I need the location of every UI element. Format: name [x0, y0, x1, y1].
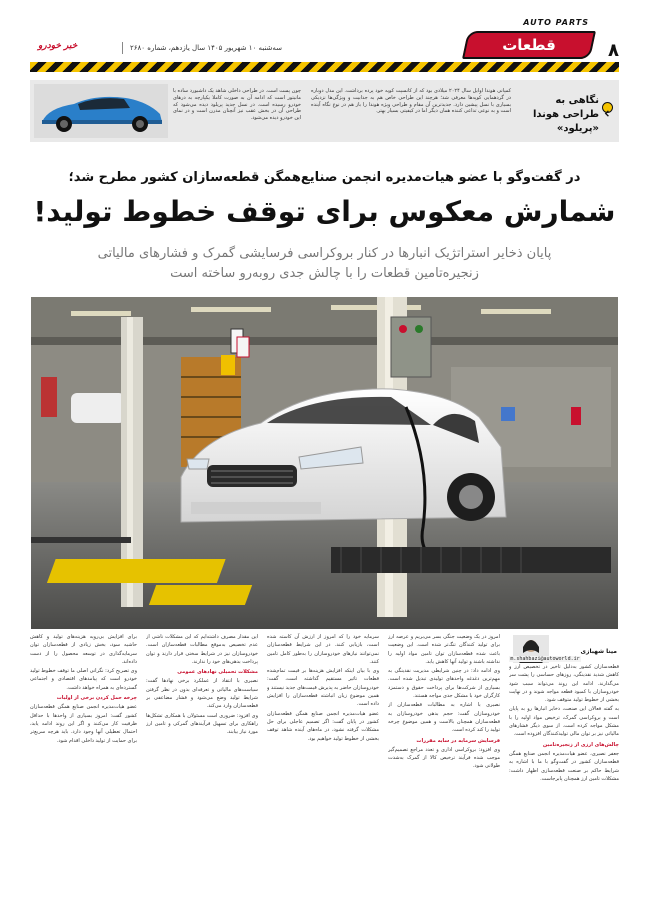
paragraph: وی با بیان اینکه افزایش هزینه‌ها بر قیمت تمام‌شده قطعات تاثیر مستقیم گذاشته است، گفت: خودروسازان حاضر به پذیرش قیمت‌های جدید نیستند و همین موضوع زیان انباشته قطعه‌سازان را افزایش داده است. [267, 668, 379, 708]
paragraph: نصیری با اشاره به مطالبات قطعه‌سازان از خودروسازان گفت: حجم بدهی خودروسازان به قطعه‌سازان همچنان بالاست و همین موضوع چرخه تولید را کند کرده است. [388, 702, 500, 734]
teaser-title[interactable]: نگاهی به طراحی هوندا «پریلود» [532, 95, 599, 134]
teaser-text-right: کمپانی هوندا اوایل سال ۲۰۲۴ میلادی بود که از کانسپت کوپه خود پرده برداشت. این مدل دوباره در گردهمایی کوپه‌ها معرفی شد؛ هرچند این طراحی خاص هم به جذابیت و ویژگی‌ها نزدیکی بسیاری با نسل پیشین دارد. جدیدترین آن مقام و طراحی ویژه هوندا را باز هم در نوع نگاه آینده است و به نوعی تداعی کننده همان دیگر اما در کیفیتی بسیار بهتر. [311, 88, 511, 115]
page-number: ۸ [608, 40, 619, 61]
article-column-1 [509, 663, 619, 895]
article-column-2 [388, 633, 500, 895]
header-divider [122, 42, 123, 54]
page-header [0, 0, 649, 78]
paragraph: عضو هیات‌مدیره انجمن صنایع همگن قطعه‌سازان کشور گفت: امروز بسیاری از واحدها با حداقل ظرفیت کار می‌کنند و اگر این روند ادامه یابد، احتمال تعطیلی آنها وجود دارد. باید هرچه سریع‌تر برای حمایت از تولید داخلی اقدام شود. [30, 704, 137, 744]
author-email[interactable]: m.shahbazi@autoworld.ir [510, 656, 580, 662]
author-box [509, 633, 619, 663]
paragraph: جعفر نصیری، عضو هیات‌مدیره انجمن صنایع همگن قطعه‌سازان کشور در گفت‌وگو با ما با اشاره به شرایط حاکم بر صنعت قطعه‌سازی اظهار داشت: مشکلات تامین ارز همچنان پابرجاست. [509, 750, 619, 782]
issue-line: سه‌شنبه ۱۰ شهریور ۱۴۰۵ سال یازدهم، شماره ۲۶۸۰ [130, 44, 282, 52]
teaser-car-image [34, 84, 168, 138]
paragraph: قطعه‌سازان کشور به‌دلیل تاخیر در تخصیص ارز و کاهش شدید نقدینگی، روزهای حساسی را پشت سر می‌گذارند. ادامه این روند می‌تواند سبب شود خودروسازان با کمبود قطعه مواجه شوند و در نهایت بخشی از خطوط تولید متوقف شود. [509, 664, 619, 704]
paragraph: به گفته فعالان این صنعت، ذخایر انبارها رو به پایان است و بروکراسی گمرک، ترخیص مواد اولیه را با مشکل مواجه کرده است. از سوی دیگر فشارهای مالیاتی نیز بر توان مالی تولیدکنندگان افزوده است. [509, 706, 619, 738]
subheadline-1: پایان ذخایر استراتژیک انبارها در کنار بروکراسی فرسایشی گمرک و فشارهای مالیاتی [97, 246, 552, 261]
paragraph: امروز در یک وضعیت جنگی بسر می‌بریم و عرصه ارز برای تولید کنندگان تنگ‌تر شده است. این وضعیت باعث شده قطعه‌سازان توان تامین مواد اولیه را نداشته باشند و تولید آنها کاهش یابد. [388, 634, 500, 665]
column-subheading: فرسایش سرمایه در سایه مقررات [416, 737, 500, 744]
article-column-4 [146, 633, 258, 895]
paragraph: وی تصریح کرد: نگرانی اصلی ما توقف خطوط تولید خودرو است که پیامدهای اقتصادی و اجتماعی گسترده‌ای به همراه خواهد داشت. [30, 668, 137, 691]
paragraph: نصیری با انتقاد از عملکرد برخی نهادها گفت: سیاست‌های مالیاتی و تعرفه‌ای بدون در نظر گرفتن شرایط تولید وضع می‌شود و فشار مضاعفی بر قطعه‌سازان وارد می‌کند. [146, 678, 258, 710]
section-title: قطعات [502, 36, 556, 54]
paragraph: برای افزایش بی‌رویه هزینه‌های تولید و کاهش حاشیه سود، بخش زیادی از قطعه‌سازان توان سرمایه‌گذاری در توسعه محصول را از دست داده‌اند. [30, 634, 137, 665]
subheadline-2: زنجیره‌تامین قطعات را با چالش جدی روبه‌رو ساخته است [170, 266, 479, 281]
headline-kicker: در گفت‌وگو با عضو هیات‌مدیره انجمن صنایع‌همگن قطعه‌سازان کشور مطرح شد؛ [68, 170, 581, 185]
paragraph: سرمایه خود را که امروز از ارزش آن کاسته شده است، بازیابی کنند. در این شرایط قطعه‌سازان نمی‌توانند نیازهای خودروسازان را به‌طور کامل تامین کنند. [267, 634, 379, 665]
hazard-stripe [30, 62, 619, 72]
article-column-3 [267, 633, 379, 895]
teaser-text-left: چون پست است. در طراحی داخلی شاهد یک داشبورد ساده با مانیتور است که ادامه آن به صورت کاملا یکپارچه به درهای خودرو رسیده است. در نسل جدید پریلود دیده می‌شود که طراحی آن در بخش عقب نیز آنچنان مدرن است و در نمای این خودرو دیده می‌شود. [173, 88, 301, 122]
main-headline: شمارش معکوس برای توقف خطوط تولید! [33, 195, 616, 228]
section-tab [462, 31, 596, 59]
arrow-icon [602, 102, 613, 113]
teaser-box[interactable] [30, 80, 619, 142]
paragraph: این مقدار مصرف داشته‌ایم که این مشکلات ناشی از عدم تخصیص به‌موقع مطالبات قطعه‌سازان است. خودروسازان نیز در شرایط سختی قرار دارند و توان پرداخت بدهی‌های خود را ندارند. [146, 634, 258, 665]
section-en-label: AUTO PARTS [523, 18, 589, 27]
article-body [30, 633, 619, 895]
factory-photo [31, 297, 618, 629]
paragraph: عضو هیات‌مدیره انجمن صنایع همگن قطعه‌سازان کشور در پایان گفت: اگر تصمیم عاجلی برای حل مشکلات گرفته نشود، در ماه‌های آینده شاهد توقف بخشی از خطوط تولید خواهیم بود. [267, 710, 379, 742]
paragraph: وی افزود: ضروری است مسئولان با همکاری تشکل‌ها راهکاری برای تسهیل فرآیندهای گمرکی و تامین ارز مورد نیاز بیابند. [146, 712, 258, 736]
column-subheading: مشکلات تحمیلی نهادهای عمومی [177, 669, 258, 676]
column-subheading: چالش‌های ارزی از زنجیره‌تامین [542, 741, 619, 748]
column-subheading: چرخه حمل کردن برخی از اولیات [56, 695, 137, 702]
paragraph: وی ادامه داد: در چنین شرایطی مدیریت نقدینگی به مهم‌ترین دغدغه واحدهای تولیدی تبدیل شده است. بسیاری از شرکت‌ها برای پرداخت حقوق و دستمزد کارگران خود با مشکل جدی مواجه هستند. [388, 668, 500, 700]
paragraph: وی افزود: بروکراسی اداری و تعدد مراجع تصمیم‌گیر موجب شده فرآیند ترخیص کالا از گمرک به‌شدت طولانی شود. [388, 746, 500, 770]
author-name: مینا شهبازی [580, 648, 617, 655]
article-column-5 [30, 633, 137, 895]
brand-logo: خبر خودرو [38, 41, 78, 51]
